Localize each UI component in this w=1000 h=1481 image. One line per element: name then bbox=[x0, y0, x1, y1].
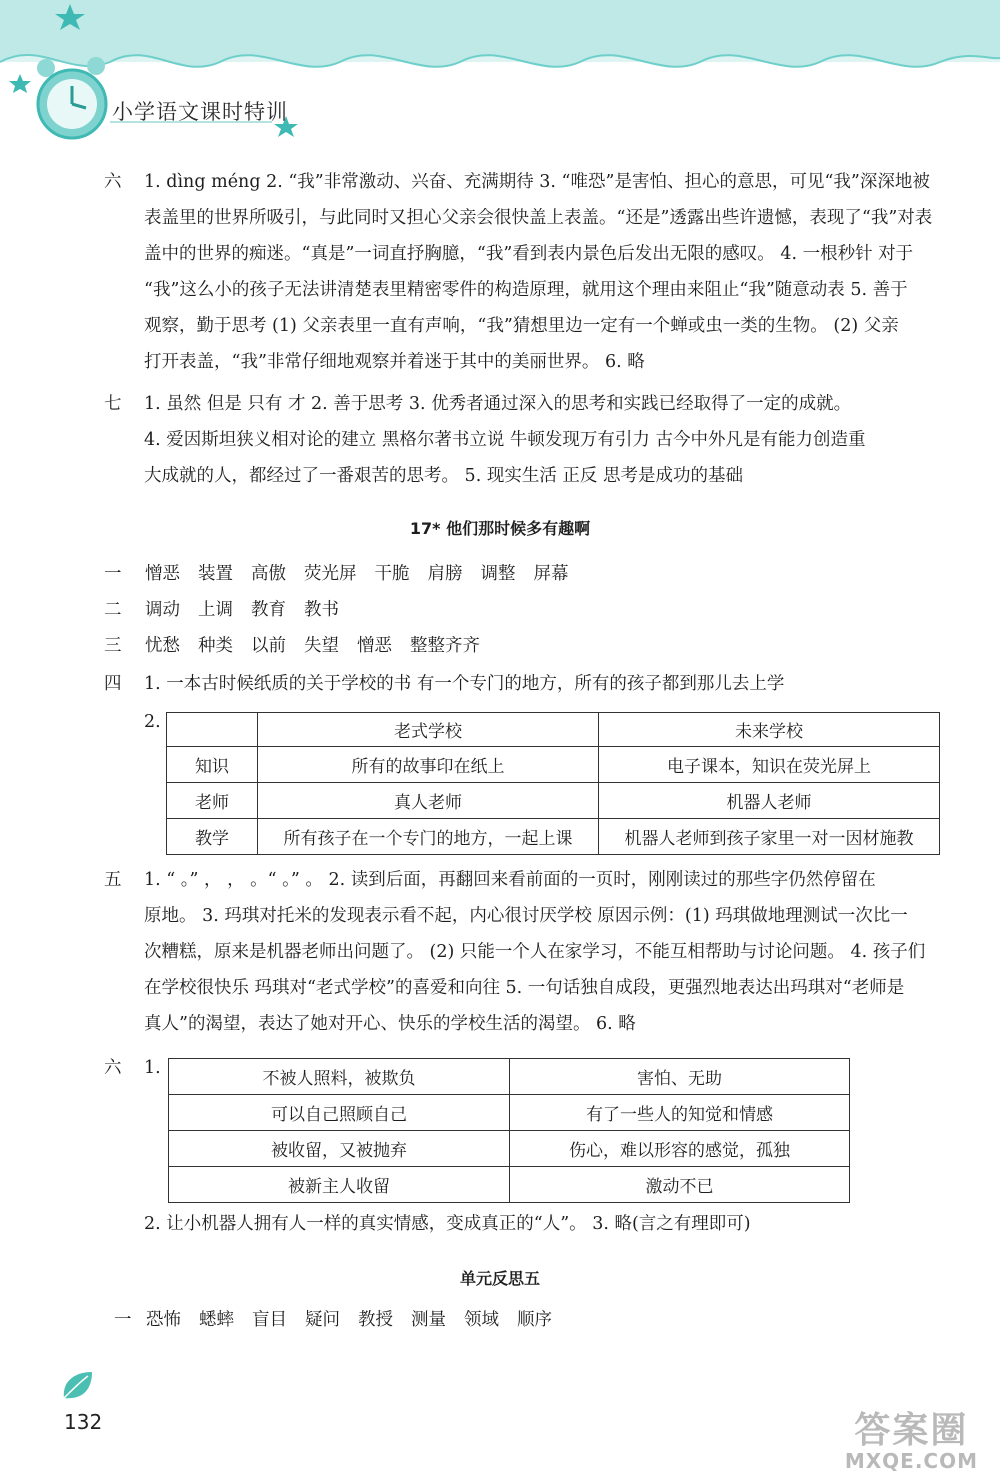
header-decoration bbox=[0, 0, 1000, 160]
table-cell: 伤心，难以形容的感觉，孤独 bbox=[510, 1131, 850, 1167]
word: 憎恶 bbox=[357, 636, 392, 656]
table-header-cell: 老式学校 bbox=[258, 713, 599, 747]
word-list bbox=[145, 598, 357, 622]
word-list bbox=[146, 1308, 570, 1332]
table-cell: 知识 bbox=[167, 747, 258, 783]
table-header-row bbox=[167, 713, 940, 747]
page-number: 132 bbox=[64, 1410, 103, 1434]
answer-line: 1. 虽然 但是 只有 才 2. 善于思考 3. 优秀者通过深入的思考和实践已经取得了一定的成就。 bbox=[144, 394, 852, 414]
robot-feelings-table bbox=[168, 1058, 850, 1203]
answer-line: 2. 让小机器人拥有人一样的真实情感，变成真正的“人”。 3. 略(言之有理即可) bbox=[144, 1214, 751, 1234]
section-mark: 一 bbox=[104, 564, 122, 584]
table-row bbox=[167, 783, 940, 819]
word: 以前 bbox=[251, 636, 286, 656]
table-cell: 害怕、无助 bbox=[510, 1059, 850, 1095]
table-cell: 电子课本，知识在荧光屏上 bbox=[599, 747, 940, 783]
word: 教授 bbox=[358, 1310, 393, 1330]
table-row bbox=[169, 1131, 850, 1167]
word: 领域 bbox=[464, 1310, 499, 1330]
table-cell: 机器人老师到孩子家里一对一因材施教 bbox=[599, 819, 940, 855]
word: 调动 bbox=[145, 600, 180, 620]
table-cell: 有了一些人的知觉和情感 bbox=[510, 1095, 850, 1131]
answer-line: 4. 爱因斯坦狭义相对论的建立 黑格尔著书立说 牛顿发现万有引力 古今中外凡是有能力创造重 bbox=[144, 430, 866, 450]
answer-line: 盖中的世界的痴迷。“真是”一词直抒胸臆，“我”看到表内景色后发出无限的感叹。 4. 一根秒针 对于 bbox=[144, 244, 914, 264]
answer-line: “我”这么小的孩子无法讲清楚表里精密零件的构造原理，就用这个理由来阻止“我”随意动表 5. 善于 bbox=[144, 280, 908, 300]
word: 高傲 bbox=[251, 564, 286, 584]
watermark-text: 答案圈 bbox=[854, 1410, 969, 1451]
word: 顺序 bbox=[517, 1310, 552, 1330]
section-mark: 一 bbox=[114, 1310, 132, 1330]
table-cell: 机器人老师 bbox=[599, 783, 940, 819]
answer-line: 在学校很快乐 玛琪对“老式学校”的喜爱和向往 5. 一句话独自成段，更强烈地表达出玛琪对“老师是 bbox=[144, 978, 905, 998]
word: 蟋蟀 bbox=[199, 1310, 234, 1330]
word-list bbox=[145, 634, 498, 658]
word: 忧愁 bbox=[145, 636, 180, 656]
table-cell: 所有孩子在一个专门的地方，一起上课 bbox=[258, 819, 599, 855]
word: 测量 bbox=[411, 1310, 446, 1330]
unit-title: 单元反思五 bbox=[459, 1269, 540, 1288]
word: 教育 bbox=[251, 600, 286, 620]
word: 调整 bbox=[480, 564, 516, 584]
answer-line: 真人”的渴望，表达了她对开心、快乐的学校生活的渴望。 6. 略 bbox=[144, 1014, 636, 1034]
section-mark: 三 bbox=[104, 636, 122, 656]
table-cell: 教学 bbox=[167, 819, 258, 855]
answer-line: 打开表盖，“我”非常仔细地观察并着迷于其中的美丽世界。 6. 略 bbox=[144, 352, 645, 372]
answer-line: 原地。 3. 玛琪对托米的发现表示看不起，内心很讨厌学校 原因示例：(1) 玛琪做地理测试一次比一 bbox=[144, 906, 908, 926]
section-mark: 二 bbox=[104, 600, 122, 620]
answer-line: 大成就的人，都经过了一番艰苦的思考。 5. 现实生活 正反 思考是成功的基础 bbox=[144, 466, 743, 486]
lesson-title: 17* 他们那时候多有趣啊 bbox=[409, 519, 591, 538]
section-mark: 六 bbox=[104, 1058, 122, 1078]
table-row bbox=[169, 1167, 850, 1203]
table-cell: 老师 bbox=[167, 783, 258, 819]
watermark-url: MXQE.COM bbox=[844, 1449, 978, 1473]
word: 肩膀 bbox=[427, 564, 463, 584]
section-mark: 七 bbox=[104, 394, 122, 414]
watermark bbox=[845, 1402, 978, 1473]
table-cell: 可以自己照顾自己 bbox=[169, 1095, 510, 1131]
word: 干脆 bbox=[374, 564, 410, 584]
table-row bbox=[167, 819, 940, 855]
table-cell: 不被人照料，被欺负 bbox=[169, 1059, 510, 1095]
answer-line: 次糟糕，原来是机器老师出问题了。 (2) 只能一个人在家学习，不能互相帮助与讨论问题。 4. 孩子们 bbox=[144, 942, 926, 962]
table-cell: 真人老师 bbox=[258, 783, 599, 819]
word: 上调 bbox=[198, 600, 233, 620]
table-cell: 所有的故事印在纸上 bbox=[258, 747, 599, 783]
leaf-icon bbox=[58, 1368, 98, 1404]
answer-line: 观察，勤于思考 (1) 父亲表里一直有声响，“我”猜想里边一定有一个蝉或虫一类的生物。 (2) 父亲 bbox=[144, 316, 899, 336]
alarm-clock-icon bbox=[37, 57, 106, 138]
word: 整整齐齐 bbox=[410, 636, 480, 656]
table-cell: 被收留，又被抛弃 bbox=[169, 1131, 510, 1167]
item-number: 2. bbox=[144, 712, 161, 732]
word: 失望 bbox=[304, 636, 339, 656]
header-title: 小学语文课时特训 bbox=[112, 100, 288, 124]
school-comparison-table bbox=[166, 712, 940, 855]
section-mark: 四 bbox=[104, 674, 122, 694]
table-header-cell: 未来学校 bbox=[599, 713, 940, 747]
word: 教书 bbox=[304, 600, 339, 620]
table-row bbox=[169, 1059, 850, 1095]
answer-line: 1. 一本古时候纸质的关于学校的书 有一个专门的地方，所有的孩子都到那儿去上学 bbox=[144, 674, 785, 694]
table-cell: 激动不已 bbox=[510, 1167, 850, 1203]
word: 盲目 bbox=[252, 1310, 287, 1330]
section-mark: 六 bbox=[104, 172, 122, 192]
item-number: 1. bbox=[144, 1058, 161, 1078]
table-row bbox=[169, 1095, 850, 1131]
word: 恐怖 bbox=[146, 1310, 181, 1330]
word: 憎恶 bbox=[145, 564, 180, 584]
word: 装置 bbox=[198, 564, 233, 584]
table-header-cell bbox=[167, 713, 258, 747]
table-cell: 被新主人收留 bbox=[169, 1167, 510, 1203]
word-list bbox=[145, 562, 587, 586]
star-icon bbox=[9, 74, 31, 93]
word: 种类 bbox=[198, 636, 233, 656]
answer-line: 1. “ 。” ， ， 。“ 。” 。 2. 读到后面，再翻回来看前面的一页时，刚刚读过的那些字仍然停留在 bbox=[144, 870, 876, 890]
answer-line: 1. dìng méng 2. “我”非常激动、兴奋、充满期待 3. “唯恐”是害怕、担心的意思，可见“我”深深地被 bbox=[144, 172, 930, 192]
section-mark: 五 bbox=[104, 870, 122, 890]
answer-line: 表盖里的世界所吸引，与此同时又担心父亲会很快盖上表盖。“还是”透露出些许遗憾，表现了“我”对表 bbox=[144, 208, 933, 228]
word: 荧光屏 bbox=[304, 564, 357, 584]
word: 疑问 bbox=[305, 1310, 340, 1330]
table-row bbox=[167, 747, 940, 783]
word: 屏幕 bbox=[533, 564, 569, 584]
